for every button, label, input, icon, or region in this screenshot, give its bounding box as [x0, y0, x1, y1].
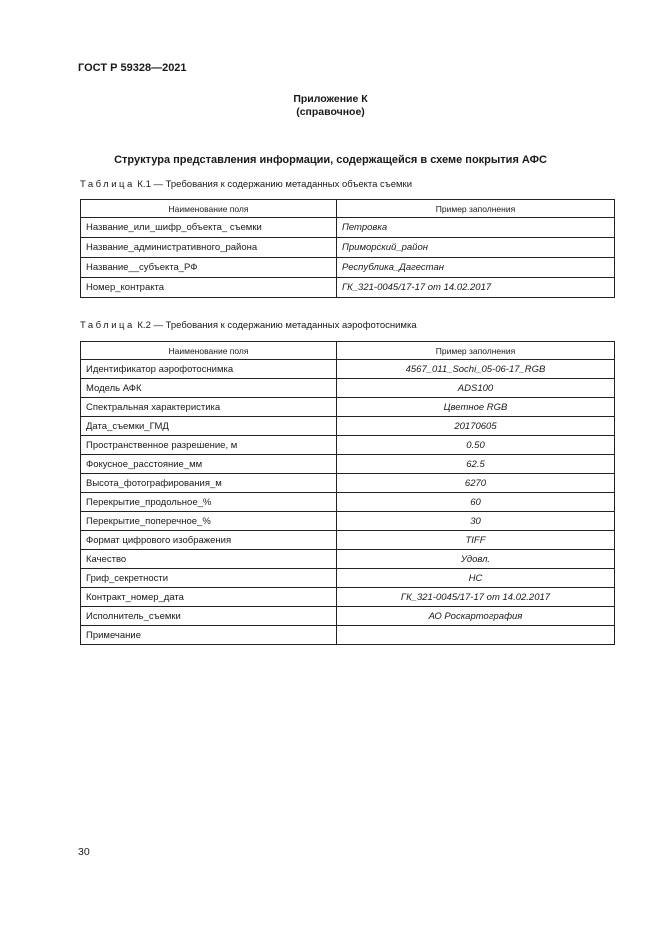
example-value-cell: 20170605 [337, 417, 615, 436]
table1-caption-word: Таблица [80, 179, 135, 190]
annex-type: (справочное) [296, 106, 365, 118]
example-value-cell: АО Роскартография [337, 607, 615, 626]
field-name-cell: Перекрытие_поперечное_% [81, 512, 337, 531]
field-name-cell: Номер_контракта [81, 278, 337, 298]
table-row [81, 436, 615, 455]
example-value-cell [337, 626, 615, 645]
table2-caption-text: К.2 — Требования к содержанию метаданных аэрофотоснимка [137, 320, 417, 331]
field-name-cell: Фокусное_расстояние_мм [81, 455, 337, 474]
table-row [81, 218, 615, 238]
example-value-cell: 62.5 [337, 455, 615, 474]
example-value-cell: Удовл. [337, 550, 615, 569]
field-name-cell: Высота_фотографирования_м [81, 474, 337, 493]
table-row [81, 550, 615, 569]
field-name-cell: Гриф_секретности [81, 569, 337, 588]
example-value-cell: ГК_321-0045/17-17 от 14.02.2017 [337, 588, 615, 607]
example-value-cell: ADS100 [337, 379, 615, 398]
field-name-cell: Дата_съемки_ГМД [81, 417, 337, 436]
example-value-cell: TIFF [337, 531, 615, 550]
field-name-cell: Название_административного_района [81, 238, 337, 258]
example-value-cell: НС [337, 569, 615, 588]
example-value-cell: Цветное RGB [337, 398, 615, 417]
table2-caption-word: Таблица [80, 320, 135, 331]
field-name-cell: Примечание [81, 626, 337, 645]
field-name-cell: Пространственное разрешение, м [81, 436, 337, 455]
field-name-cell: Спектральная характеристика [81, 398, 337, 417]
field-name-cell: Формат цифрового изображения [81, 531, 337, 550]
field-name-cell: Идентификатор аэрофотоснимка [81, 360, 337, 379]
example-value-cell: 30 [337, 512, 615, 531]
table-header-row [81, 342, 615, 360]
field-name-cell: Контракт_номер_дата [81, 588, 337, 607]
table-header-row [81, 200, 615, 218]
field-name-cell: Название_или_шифр_объекта_ съемки [81, 218, 337, 238]
field-name-cell: Качество [81, 550, 337, 569]
example-value-cell: Приморский_район [337, 238, 615, 258]
field-name-cell: Название__субъекта_РФ [81, 258, 337, 278]
example-value-cell: 4567_011_Sochi_05-06-17_RGB [337, 360, 615, 379]
column-header-example: Пример заполнения [337, 200, 615, 218]
table-row [81, 455, 615, 474]
document-title: Структура представления информации, содержащейся в схеме покрытия АФС [114, 154, 547, 166]
table-row [81, 569, 615, 588]
field-name-cell: Модель АФК [81, 379, 337, 398]
table-row [81, 278, 615, 298]
column-header-example: Пример заполнения [337, 342, 615, 360]
table-row [81, 626, 615, 645]
table-row [81, 607, 615, 626]
table-row [81, 493, 615, 512]
table-row [81, 360, 615, 379]
table-row [81, 512, 615, 531]
example-value-cell: 0.50 [337, 436, 615, 455]
page-number: 30 [78, 846, 90, 858]
table-row [81, 398, 615, 417]
table-row [81, 258, 615, 278]
table-row [81, 417, 615, 436]
field-name-cell: Перекрытие_продольное_% [81, 493, 337, 512]
table2-caption [80, 320, 417, 331]
table-row [81, 531, 615, 550]
table-row [81, 379, 615, 398]
table1-caption [80, 179, 412, 190]
column-header-field-name: Наименование поля [81, 342, 337, 360]
table-row [81, 588, 615, 607]
aerial-photo-metadata-table [80, 341, 615, 645]
table-row [81, 238, 615, 258]
table-row [81, 474, 615, 493]
example-value-cell: 6270 [337, 474, 615, 493]
example-value-cell: Республика_Дагестан [337, 258, 615, 278]
example-value-cell: Петровка [337, 218, 615, 238]
standard-header: ГОСТ Р 59328—2021 [78, 62, 187, 74]
table1-caption-text: К.1 — Требования к содержанию метаданных объекта съемки [137, 179, 413, 190]
example-value-cell: ГК_321-0045/17-17 от 14.02.2017 [337, 278, 615, 298]
metadata-object-table [80, 199, 615, 298]
example-value-cell: 60 [337, 493, 615, 512]
column-header-field-name: Наименование поля [81, 200, 337, 218]
annex-title: Приложение К [293, 93, 368, 105]
field-name-cell: Исполнитель_съемки [81, 607, 337, 626]
